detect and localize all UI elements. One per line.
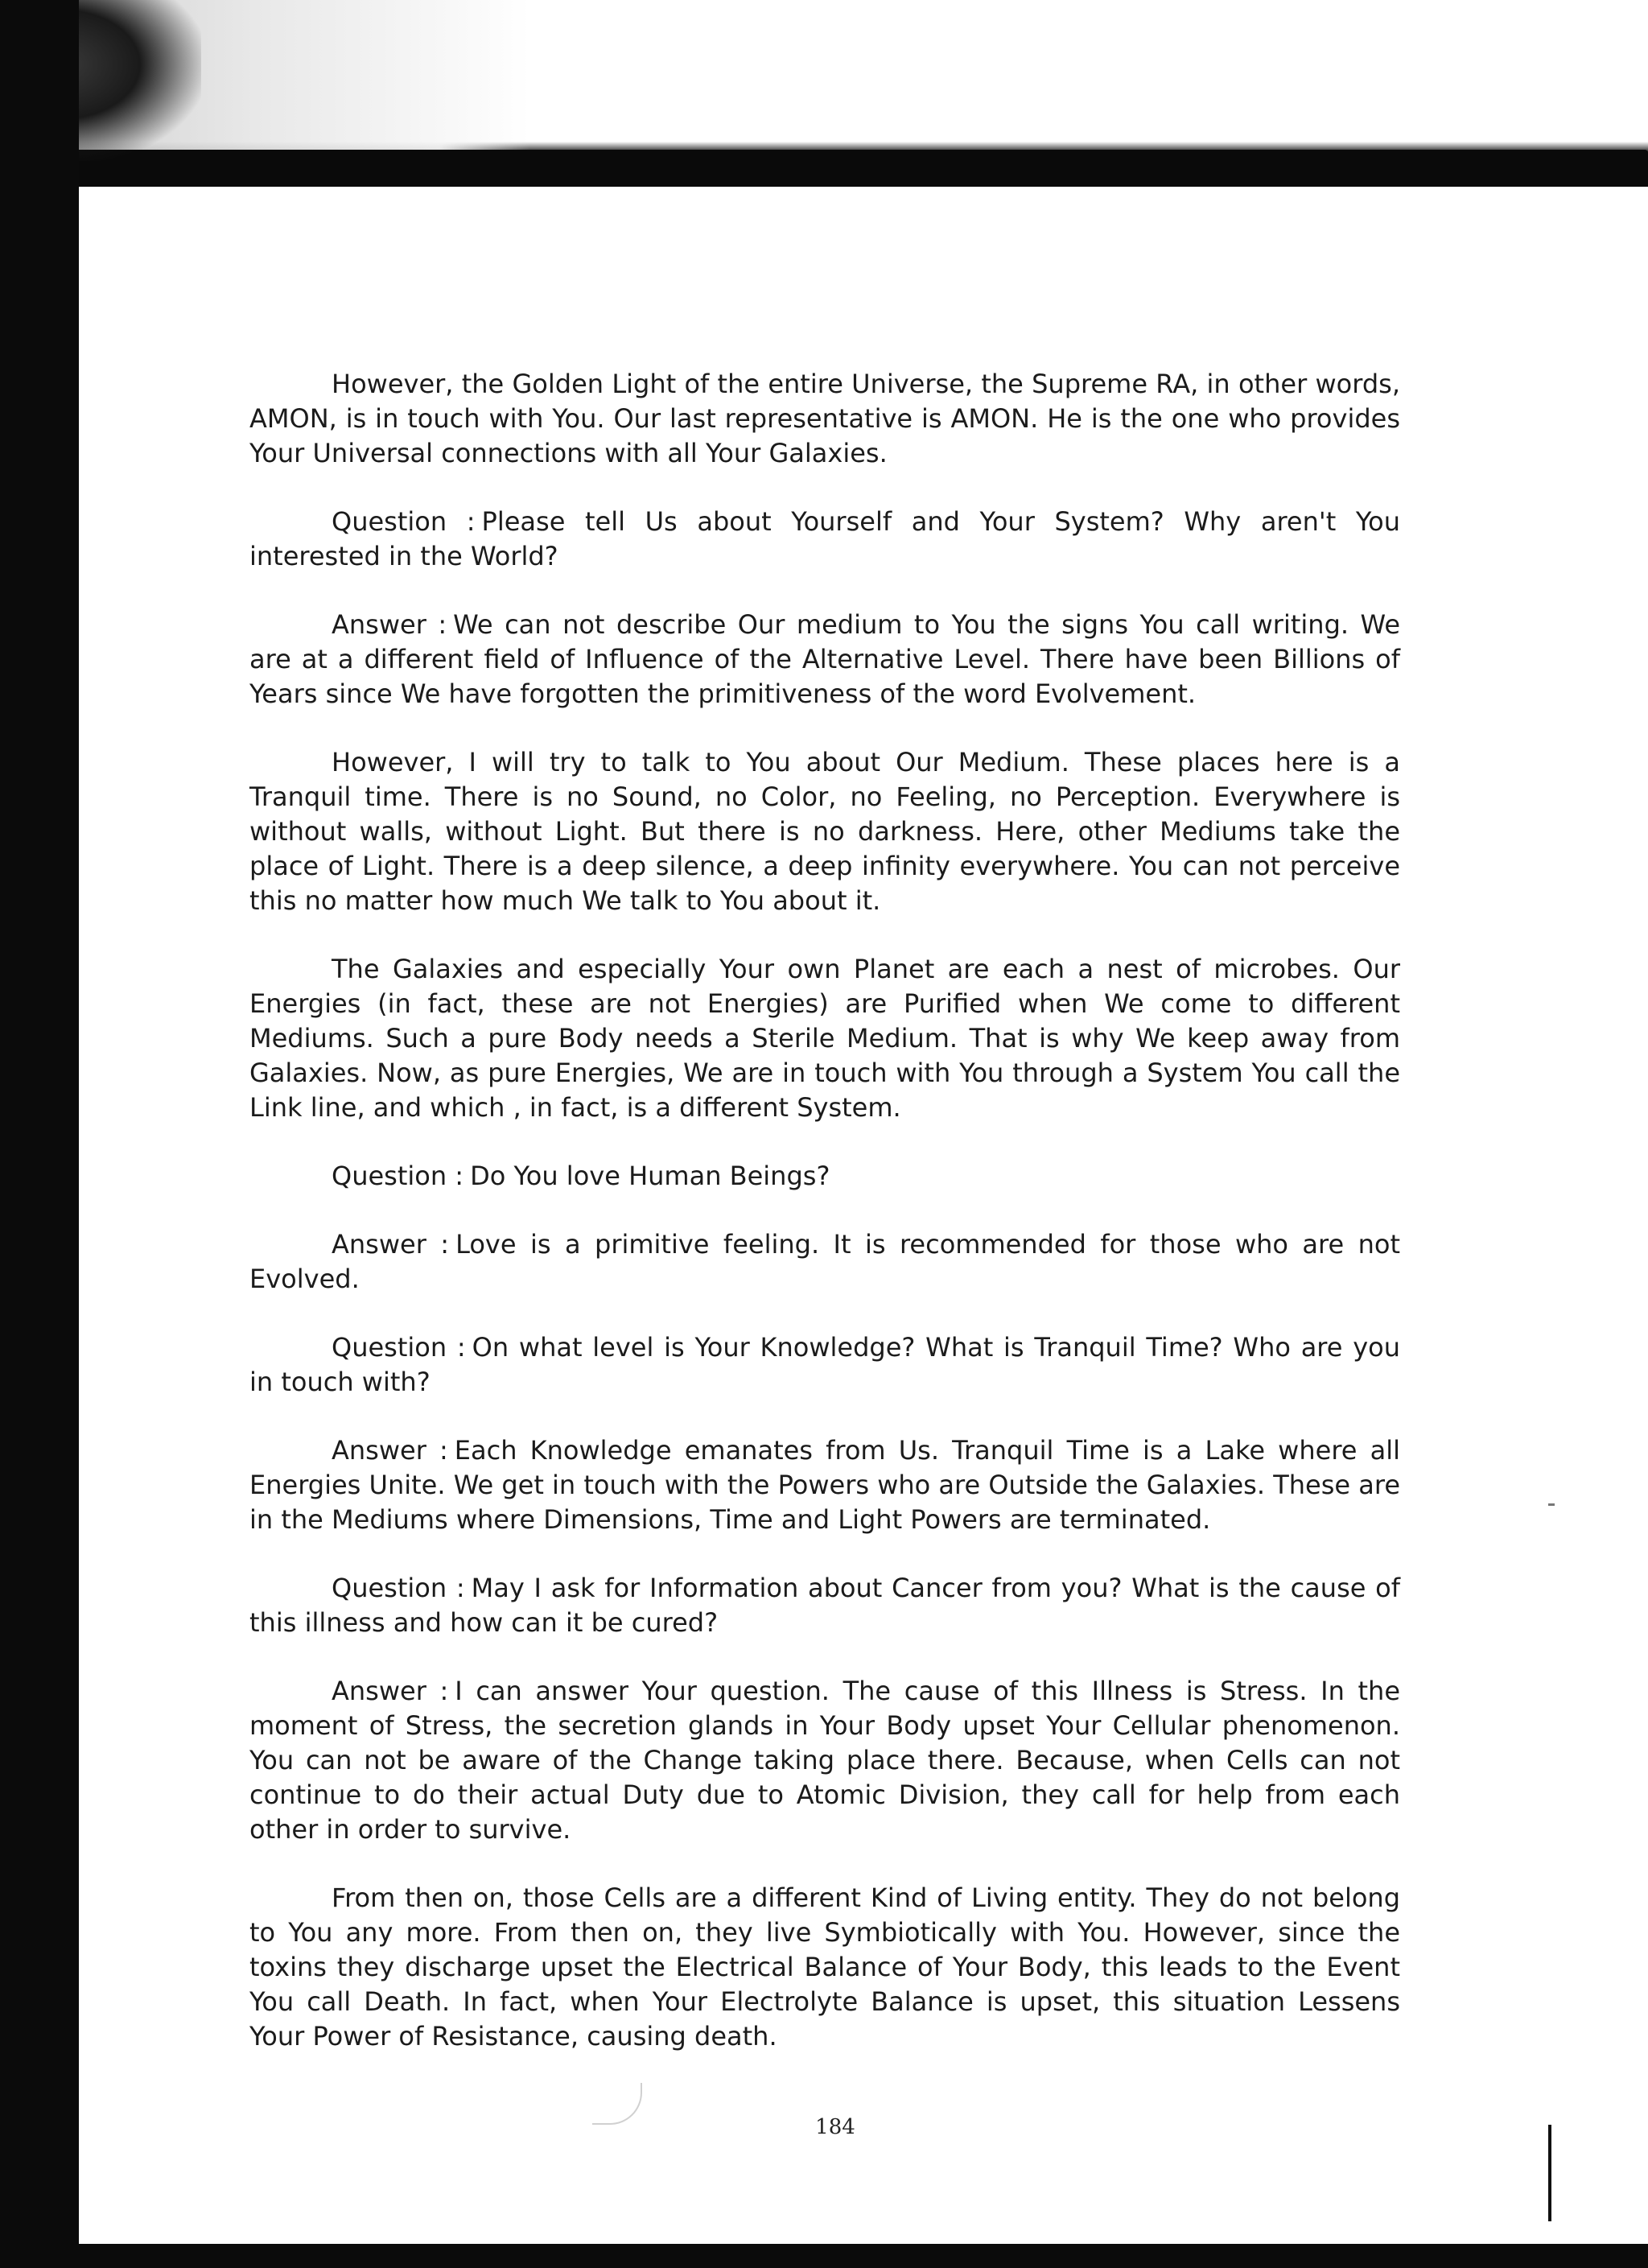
paragraph-text: We can not describe Our medium to You the signs You call writing. We are at a different field of Influence of the Alternative Level. There have been Billions of Years since We have forgotten the primitiveness of the word Evolvement. xyxy=(249,609,1401,709)
paragraph-text: Each Knowledge emanates from Us. Tranquil Time is a Lake where all Energies Unite. We get in touch with the Powers who are Outside the Galaxies. These are in the Mediums where Dimensions, Time and Light Powers are terminated. xyxy=(249,1435,1401,1535)
paragraph-text: The Galaxies and especially Your own Planet are each a nest of microbes. Our Energies (in fact, these are not Energies) are Purified when We come to different Mediums. Such a pure Body needs a Sterile Medium. That is why We keep away from Galaxies. Now, as pure Energies, We are in touch with You through a System You call the Link line, and which , in fact, is a different System. xyxy=(249,954,1400,1123)
paragraph-text: From then on, those Cells are a different Kind of Living entity. They do not belong to You any more. From then on, they live Symbiotically with You. However, since the toxins they discharge upset the Electrical Balance of Your Body, this leads to the Event You call Death. In fact, when Your Electrolyte Balance is upset, this situation Lessens Your Power of Resistance, causing death. xyxy=(249,1882,1400,2052)
scan-stray-mark xyxy=(1548,1503,1555,1506)
paragraph xyxy=(249,1227,1400,1297)
paragraph-text: Do You love Human Beings? xyxy=(470,1161,830,1191)
paragraph xyxy=(249,1881,1400,2054)
page-number: 184 xyxy=(815,2115,855,2139)
scan-stray-curve xyxy=(592,2083,642,2125)
scan-bottom-border xyxy=(0,2244,1648,2268)
speaker-label: Answer : xyxy=(332,1435,448,1466)
paragraph xyxy=(249,745,1400,918)
scan-top-black-bar xyxy=(79,150,1648,187)
scan-left-border xyxy=(0,0,79,2268)
paragraph-text: However, I will try to talk to You about Our Medium. These places here is a Tranquil time. There is no Sound, no Color, no Feeling, no Perception. Everywhere is without walls, without Light. But there is no darkness. Here, other Mediums take the place of Light. There is a deep silence, a deep infinity everywhere. You can not perceive this no matter how much We talk to You about it. xyxy=(249,747,1400,916)
speaker-label: Question : xyxy=(332,506,476,537)
paragraph xyxy=(249,1159,1400,1194)
paragraph xyxy=(249,1571,1400,1640)
paragraph xyxy=(249,608,1400,711)
paragraph-text: On what level is Your Knowledge? What is Tranquil Time? Who are you in touch with? xyxy=(249,1332,1401,1397)
speaker-label: Question : xyxy=(332,1573,465,1603)
speaker-label: Question : xyxy=(332,1332,466,1363)
speaker-label: Answer : xyxy=(332,1676,449,1706)
paragraph-text: Please tell Us about Yourself and Your System? Why aren't You interested in the World? xyxy=(249,506,1401,571)
speaker-label: Question : xyxy=(332,1161,464,1191)
paragraph-text: May I ask for Information about Cancer from you? What is the cause of this illness and how can it be cured? xyxy=(249,1573,1401,1638)
paragraph xyxy=(249,952,1400,1125)
paragraph xyxy=(249,1674,1400,1847)
paragraph xyxy=(249,367,1400,471)
paragraph-text: However, the Golden Light of the entire Universe, the Supreme RA, in other words, AMON, is in touch with You. Our last representative is AMON. He is the one who provides Your Universal connections with all Your Galaxies. xyxy=(249,369,1400,468)
paragraph xyxy=(249,1330,1400,1400)
paragraph xyxy=(249,505,1400,574)
scan-right-mark xyxy=(1548,2125,1551,2221)
paragraph-text: Love is a primitive feeling. It is recommended for those who are not Evolved. xyxy=(249,1229,1401,1294)
speaker-label: Answer : xyxy=(332,609,447,640)
paragraph xyxy=(249,1433,1400,1537)
speaker-label: Answer : xyxy=(332,1229,450,1260)
paragraph-text: I can answer Your question. The cause of this Illness is Stress. In the moment of Stress, the secretion glands in Your Body upset Your Cellular phenomenon. You can not be aware of the Change taking place there. Because, when Cells can not continue to do their actual Duty due to Atomic Division, they call for help from each other in order to survive. xyxy=(249,1676,1401,1845)
text-column xyxy=(249,367,1400,2088)
